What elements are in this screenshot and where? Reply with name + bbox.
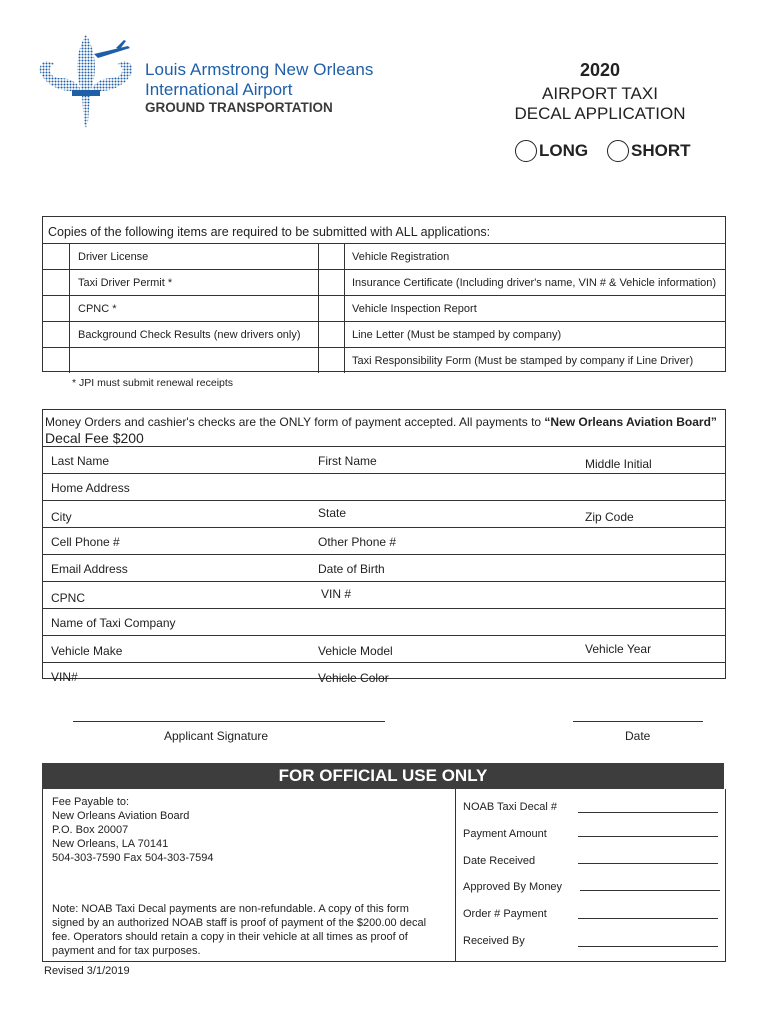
requirements-box (42, 216, 726, 372)
cpnc-field[interactable]: CPNC (51, 591, 86, 605)
form-row (43, 635, 725, 662)
requirement-left: CPNC * (78, 303, 117, 315)
email-field[interactable]: Email Address (51, 562, 128, 576)
long-radio[interactable] (515, 140, 537, 162)
received-by-line[interactable] (578, 946, 718, 947)
requirement-left: Background Check Results (new drivers only) (78, 329, 301, 341)
revision-date: Revised 3/1/2019 (44, 965, 130, 977)
org-name-line2: International Airport (145, 80, 293, 99)
applicant-signature-label: Applicant Signature (164, 729, 269, 743)
vehicle-model-field[interactable]: Vehicle Model (318, 644, 393, 658)
requirement-row (43, 321, 725, 347)
requirement-checkbox[interactable] (319, 296, 345, 321)
option-long[interactable] (515, 140, 588, 162)
requirement-left: Driver License (78, 251, 149, 263)
requirement-row (43, 269, 725, 295)
order-payment-label: Order # Payment (463, 908, 547, 920)
order-payment-line[interactable] (578, 918, 718, 919)
requirements-heading: Copies of the following items are required to be submitted with ALL applications: (48, 225, 491, 239)
form-row (43, 473, 725, 500)
form-row (43, 662, 725, 689)
fee-payable-block (52, 795, 213, 865)
requirement-right: Vehicle Registration (352, 251, 450, 263)
requirement-right: Taxi Responsibility Form (Must be stamped by company if Line Driver) (352, 355, 694, 367)
received-by-label: Received By (463, 935, 525, 947)
fee-payable-line: P.O. Box 20007 (52, 824, 129, 836)
state-field[interactable]: State (318, 506, 347, 520)
dob-field[interactable]: Date of Birth (318, 562, 385, 576)
form-row (43, 581, 725, 608)
requirement-checkbox[interactable] (43, 270, 70, 295)
fee-payable-line: Fee Payable to: (52, 796, 130, 808)
form-row (43, 527, 725, 554)
form-year: 2020 (579, 60, 621, 80)
requirement-checkbox[interactable] (43, 296, 70, 321)
requirement-row (43, 243, 725, 269)
first-name-field[interactable]: First Name (318, 454, 377, 468)
option-long-label: LONG (539, 141, 589, 160)
vehicle-year-field[interactable]: Vehicle Year (585, 642, 652, 656)
form-title-line2: DECAL APPLICATION (514, 104, 686, 123)
option-short[interactable] (607, 140, 691, 162)
requirement-row (43, 347, 725, 373)
form-title-line1: AIRPORT TAXI (542, 84, 658, 103)
fee-payable-line: New Orleans, LA 70141 (52, 838, 169, 850)
form-row (43, 608, 725, 635)
date-received-label: Date Received (463, 855, 536, 867)
requirement-right: Insurance Certificate (Including driver's name, VIN # & Vehicle information) (352, 277, 717, 289)
payment-notice (45, 415, 717, 429)
date-label: Date (625, 729, 651, 743)
requirement-checkbox[interactable] (43, 348, 70, 373)
noab-decal-line[interactable] (578, 812, 718, 813)
requirement-checkbox[interactable] (319, 348, 345, 373)
vehicle-make-field[interactable]: Vehicle Make (51, 644, 123, 658)
form-row (43, 554, 725, 581)
date-received-line[interactable] (578, 863, 718, 864)
applicant-info-box (42, 409, 726, 685)
org-name-line1: Louis Armstrong New Orleans (145, 60, 374, 79)
requirement-checkbox[interactable] (319, 322, 345, 347)
fee-payable-line: New Orleans Aviation Board (52, 810, 190, 822)
zip-code-field[interactable]: Zip Code (585, 510, 634, 524)
official-note: Note: NOAB Taxi Decal payments are non-refundable. A copy of this form signed by an authorized NOAB staff is proof of payment of the $200.00 decal fee. Operators should retain a copy in their vehicle at all times as proof of payment and for tax purposes. (52, 903, 427, 957)
fee-payable-line: 504-303-7590 Fax 504-303-7594 (52, 852, 214, 864)
option-short-label: SHORT (631, 141, 691, 160)
approved-by-label: Approved By Money (463, 881, 563, 893)
fleur-de-lis-logo-icon (36, 32, 136, 132)
home-address-field[interactable]: Home Address (51, 481, 130, 495)
vin-field[interactable]: VIN# (51, 670, 78, 684)
requirement-checkbox[interactable] (43, 244, 70, 269)
requirement-left: Taxi Driver Permit * (78, 277, 173, 289)
form-row (43, 500, 725, 527)
jpi-footnote: * JPI must submit renewal receipts (72, 377, 234, 389)
city-field[interactable]: City (51, 510, 72, 524)
official-use-title: FOR OFFICIAL USE ONLY (42, 763, 724, 789)
last-name-field[interactable]: Last Name (51, 454, 110, 468)
noab-decal-label: NOAB Taxi Decal # (463, 801, 557, 813)
cell-phone-field[interactable]: Cell Phone # (51, 535, 120, 549)
taxi-company-field[interactable]: Name of Taxi Company (51, 616, 176, 630)
vehicle-color-field[interactable]: Vehicle Color (318, 671, 389, 685)
requirement-right: Vehicle Inspection Report (352, 303, 477, 315)
vin-number-field[interactable]: VIN # (321, 587, 352, 601)
decal-fee: Decal Fee $200 (45, 430, 144, 446)
requirement-checkbox[interactable] (319, 244, 345, 269)
date-line[interactable] (573, 721, 703, 722)
applicant-signature-line[interactable] (73, 721, 385, 722)
short-radio[interactable] (607, 140, 629, 162)
requirement-right: Line Letter (Must be stamped by company) (352, 329, 562, 341)
org-subtitle: GROUND TRANSPORTATION (145, 100, 333, 115)
middle-initial-field[interactable]: Middle Initial (585, 457, 652, 471)
requirement-checkbox[interactable] (43, 322, 70, 347)
requirement-checkbox[interactable] (319, 270, 345, 295)
payment-amount-line[interactable] (578, 836, 718, 837)
form-row (43, 446, 725, 473)
official-divider (455, 789, 456, 961)
approved-by-line[interactable] (580, 890, 720, 891)
other-phone-field[interactable]: Other Phone # (318, 535, 397, 549)
payment-payee: “New Orleans Aviation Board” (544, 415, 717, 429)
payment-amount-label: Payment Amount (463, 828, 547, 840)
requirement-row (43, 295, 725, 321)
payment-notice-text: Money Orders and cashier's checks are the ONLY form of payment accepted. All payments to (45, 415, 545, 429)
